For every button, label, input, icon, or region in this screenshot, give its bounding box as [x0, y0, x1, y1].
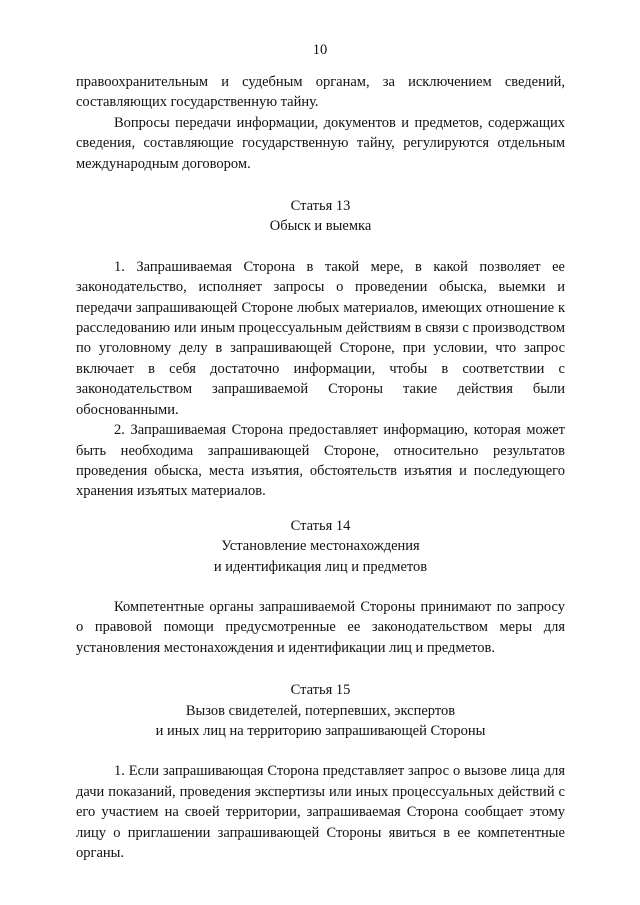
- article-14-number: Статья 14: [290, 517, 351, 534]
- intro-paragraph-2: Вопросы передачи информации, документов и предметов, содержащих сведения, составляющие государственную тайну, регулируются отдельным международным договором.: [76, 114, 565, 172]
- article-13-number: Статья 13: [290, 198, 351, 215]
- article-13-paragraph-2: 2. Запрашиваемая Сторона предоставляет информацию, которая может быть необходима запрашивающей Стороне, относительно результатов проведения обыска, места изъятия, обстоятельств изъятия и последующего хранения изъятых материалов.: [76, 422, 565, 500]
- article-15-paragraph-1: 1. Если запрашивающая Сторона представляет запрос о вызове лица для дачи показаний, проведения экспертизы или иных процессуальных действий с его участием на своей территории, запрашиваемая Сторона сообщает этому лицу о приглашении запрашивающей Стороны явиться в ее компетентные органы.: [76, 763, 565, 861]
- article-13-paragraph-1: 1. Запрашиваемая Сторона в такой мере, в какой позволяет ее законодательство, исполняет запросы о проведении обыска, выемки и передачи запрашивающей Стороне любых материалов, имеющих отношение к расследованию или иным процессуальным действиям в связи с производством по уголовному делу в запрашивающей Стороне, при условии, что запрос включает в себя достаточно информации, чтобы в соответствии с законодательством запрашиваемой Стороны такие действия были обоснованными.: [76, 258, 565, 418]
- article-15-number: Статья 15: [290, 682, 351, 699]
- page-number: 10: [312, 42, 328, 58]
- article-13-title: Обыск и выемка: [269, 218, 372, 235]
- article-15-title-line-2: и иных лиц на территорию запрашивающей Стороны: [155, 722, 486, 739]
- article-14-paragraph-1: Компетентные органы запрашиваемой Стороны принимают по запросу о правовой помощи предусмотренные ее законодательством меры для установления местонахождения и идентификации лиц и предметов.: [76, 598, 565, 656]
- article-13-heading: [76, 196, 565, 237]
- article-14-title-line-2: и идентификация лиц и предметов: [213, 558, 428, 575]
- article-14-heading: [76, 516, 565, 577]
- intro-paragraph-1: правоохранительным и судебным органам, за исключением сведений, составляющих государственную тайну.: [76, 74, 565, 111]
- article-15-heading: [76, 680, 565, 741]
- document-body: [76, 72, 565, 863]
- article-14-title-line-1: Установление местонахождения: [221, 538, 420, 555]
- article-15-title-line-1: Вызов свидетелей, потерпевших, экспертов: [185, 702, 456, 719]
